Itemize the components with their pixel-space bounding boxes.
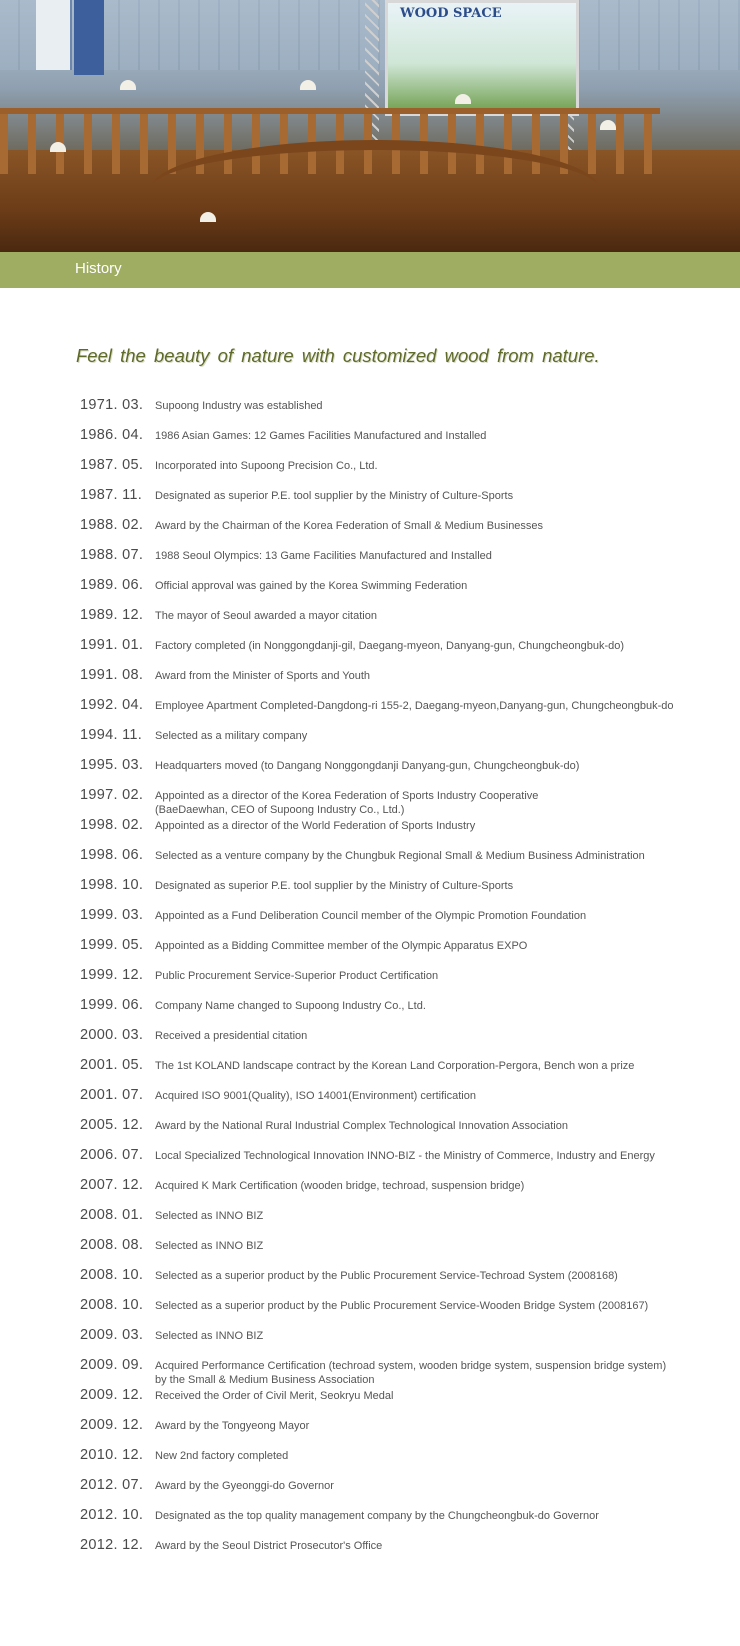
section-title: History	[75, 260, 122, 277]
timeline-date: 1988. 02.	[80, 517, 144, 533]
timeline-date: 2000. 03.	[80, 1027, 144, 1043]
timeline-date: 1989. 06.	[80, 577, 144, 593]
timeline-date: 1999. 06.	[80, 997, 144, 1013]
timeline-event: Selected as a venture company by the Chungbuk Regional Small & Medium Business Administration	[155, 850, 645, 862]
timeline-event: 1986 Asian Games: 12 Games Facilities Manufactured and Installed	[155, 430, 487, 442]
timeline-event: Designated as superior P.E. tool supplier by the Ministry of Culture-Sports	[155, 490, 514, 502]
timeline-date: 2009. 09.	[80, 1357, 144, 1373]
timeline-date: 2008. 10.	[80, 1267, 144, 1283]
timeline-event-continued: (BaeDaewhan, CEO of Supoong Industry Co., Ltd.)	[155, 804, 405, 816]
timeline-date: 2009. 12.	[80, 1417, 144, 1433]
timeline-event: Award by the Seoul District Prosecutor's Office	[155, 1540, 383, 1552]
timeline-event: New 2nd factory completed	[155, 1450, 289, 1462]
timeline-event: Selected as a military company	[155, 730, 308, 742]
timeline-date: 1987. 11.	[80, 487, 143, 503]
timeline-date: 2008. 08.	[80, 1237, 144, 1253]
timeline-date: 2005. 12.	[80, 1117, 144, 1133]
timeline-date: 2012. 07.	[80, 1477, 144, 1493]
timeline-date: 2008. 10.	[80, 1297, 144, 1313]
post-lamp	[200, 212, 216, 222]
hero-photo	[0, 0, 740, 252]
timeline-date: 1986. 04.	[80, 427, 144, 443]
timeline-date: 2006. 07.	[80, 1147, 144, 1163]
post-lamp	[300, 80, 316, 90]
timeline-date: 1991. 01.	[80, 637, 144, 653]
bridge-arch	[150, 140, 600, 240]
post-lamp	[455, 94, 471, 104]
timeline-event: Acquired K Mark Certification (wooden bridge, techroad, suspension bridge)	[155, 1180, 525, 1192]
timeline-event: Supoong Industry was established	[155, 400, 323, 412]
timeline-event: Acquired ISO 9001(Quality), ISO 14001(Environment) certification	[155, 1090, 476, 1102]
timeline-date: 1998. 02.	[80, 817, 144, 833]
timeline-event: Local Specialized Technological Innovation INNO-BIZ - the Ministry of Commerce, Industry and Energy	[155, 1150, 655, 1162]
timeline-date: 1999. 03.	[80, 907, 144, 923]
timeline-date: 1998. 06.	[80, 847, 144, 863]
timeline-event: Factory completed (in Nonggongdanji-gil, Daegang-myeon, Danyang-gun, Chungcheongbuk-do)	[155, 640, 625, 652]
hanging-banner-blue	[74, 0, 104, 75]
post-lamp	[120, 80, 136, 90]
timeline-date: 2001. 05.	[80, 1057, 144, 1073]
tagline: Feel the beauty of nature with customized wood from nature.	[76, 345, 600, 366]
post-lamp	[600, 120, 616, 130]
timeline-date: 2001. 07.	[80, 1087, 144, 1103]
timeline-event: Award by the Gyeonggi-do Governor	[155, 1480, 334, 1492]
timeline-event: Received the Order of Civil Merit, Seokryu Medal	[155, 1390, 394, 1402]
timeline-date: 1988. 07.	[80, 547, 144, 563]
timeline-date: 1987. 05.	[80, 457, 144, 473]
timeline-event: Headquarters moved (to Dangang Nonggongdanji Danyang-gun, Chungcheongbuk-do)	[155, 760, 580, 772]
post-lamp	[50, 142, 66, 152]
timeline-date: 1999. 05.	[80, 937, 144, 953]
timeline-date: 2012. 10.	[80, 1507, 144, 1523]
timeline-date: 1994. 11.	[80, 727, 143, 743]
timeline-event: Received a presidential citation	[155, 1030, 308, 1042]
timeline-event: Selected as a superior product by the Public Procurement Service-Techroad System (2008168)	[155, 1270, 618, 1282]
timeline-date: 1998. 10.	[80, 877, 144, 893]
timeline-event: Selected as INNO BIZ	[155, 1240, 264, 1252]
timeline-date: 1995. 03.	[80, 757, 144, 773]
hanging-banner	[36, 0, 72, 70]
timeline-event: The mayor of Seoul awarded a mayor citation	[155, 610, 377, 622]
billboard-text: WOOD SPACE	[400, 6, 502, 21]
timeline-event: Award by the National Rural Industrial Complex Technological Innovation Association	[155, 1120, 568, 1132]
timeline-date: 2010. 12.	[80, 1447, 144, 1463]
timeline-date: 1992. 04.	[80, 697, 144, 713]
timeline-date: 2009. 12.	[80, 1387, 144, 1403]
timeline-event: Appointed as a director of the Korea Federation of Sports Industry Cooperative	[155, 790, 539, 802]
timeline-event: Designated as superior P.E. tool supplier by the Ministry of Culture-Sports	[155, 880, 514, 892]
timeline-event: Designated as the top quality management company by the Chungcheongbuk-do Governor	[155, 1510, 599, 1522]
timeline-date: 2012. 12.	[80, 1537, 144, 1553]
timeline-event: Official approval was gained by the Korea Swimming Federation	[155, 580, 468, 592]
timeline-event: Public Procurement Service-Superior Product Certification	[155, 970, 439, 982]
timeline-date: 2009. 03.	[80, 1327, 144, 1343]
timeline-date: 2008. 01.	[80, 1207, 144, 1223]
timeline-event: Selected as INNO BIZ	[155, 1210, 264, 1222]
timeline-event: Appointed as a Fund Deliberation Council member of the Olympic Promotion Foundation	[155, 910, 587, 922]
timeline-event: Company Name changed to Supoong Industry Co., Ltd.	[155, 1000, 426, 1012]
timeline-event: Award by the Chairman of the Korea Federation of Small & Medium Businesses	[155, 520, 544, 532]
timeline-event: Acquired Performance Certification (techroad system, wooden bridge system, suspension bridge system)	[155, 1360, 667, 1372]
timeline-event: Appointed as a director of the World Federation of Sports Industry	[155, 820, 476, 832]
timeline-event: Selected as a superior product by the Public Procurement Service-Wooden Bridge System (2008167)	[155, 1300, 649, 1312]
timeline-event: Incorporated into Supoong Precision Co., Ltd.	[155, 460, 378, 472]
timeline-event: 1988 Seoul Olympics: 13 Game Facilities Manufactured and Installed	[155, 550, 492, 562]
timeline-date: 1999. 12.	[80, 967, 144, 983]
timeline-event: Selected as INNO BIZ	[155, 1330, 264, 1342]
section-header-bar	[0, 252, 740, 288]
timeline-event: Award by the Tongyeong Mayor	[155, 1420, 310, 1432]
timeline-event: The 1st KOLAND landscape contract by the Korean Land Corporation-Pergora, Bench won a prize	[155, 1060, 635, 1072]
timeline-date: 1971. 03.	[80, 397, 144, 413]
timeline-date: 1991. 08.	[80, 667, 144, 683]
timeline-date: 1989. 12.	[80, 607, 144, 623]
timeline-date: 2007. 12.	[80, 1177, 144, 1193]
timeline-date: 1997. 02.	[80, 787, 144, 803]
timeline-event: Employee Apartment Completed-Dangdong-ri 155-2, Daegang-myeon,Danyang-gun, Chungcheongbuk-do	[155, 700, 674, 712]
timeline-event: Award from the Minister of Sports and Youth	[155, 670, 371, 682]
timeline-event: Appointed as a Bidding Committee member of the Olympic Apparatus EXPO	[155, 940, 528, 952]
timeline-event-continued: by the Small & Medium Business Association	[155, 1374, 375, 1386]
